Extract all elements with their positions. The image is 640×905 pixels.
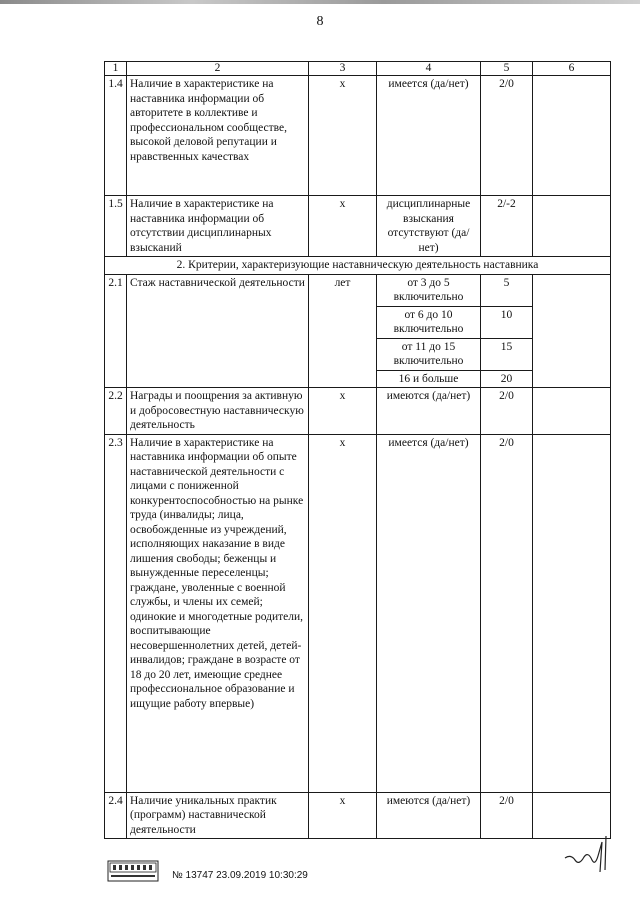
empty-cell bbox=[533, 388, 611, 435]
unit-cell: х bbox=[309, 76, 377, 196]
row-number: 2.3 bbox=[105, 434, 127, 792]
score-cell: 2/0 bbox=[481, 434, 533, 792]
table-row bbox=[105, 388, 611, 435]
value-cell: имеются (да/нет) bbox=[377, 388, 481, 435]
registration-stamp-icon bbox=[107, 860, 159, 882]
row-number: 1.5 bbox=[105, 196, 127, 257]
header-cell: 1 bbox=[105, 62, 127, 76]
header-cell: 5 bbox=[481, 62, 533, 76]
unit-cell: х bbox=[309, 434, 377, 792]
empty-cell bbox=[533, 76, 611, 196]
table-row bbox=[105, 196, 611, 257]
range-cell: от 6 до 10 включительно bbox=[377, 306, 481, 338]
row-number: 2.4 bbox=[105, 792, 127, 839]
score-cell: 10 bbox=[481, 306, 533, 338]
criterion-text: Наличие уникальных практик (программ) наставнической деятельности bbox=[127, 792, 309, 839]
value-cell: дисциплинарные взыскания отсутствуют (да/нет) bbox=[377, 196, 481, 257]
table-header-row bbox=[105, 62, 611, 76]
criterion-text: Награды и поощрения за активную и добросовестную наставническую деятельность bbox=[127, 388, 309, 435]
signature-icon bbox=[560, 828, 620, 878]
unit-cell: х bbox=[309, 388, 377, 435]
range-cell: 16 и больше bbox=[377, 370, 481, 388]
empty-cell bbox=[533, 196, 611, 257]
range-cell: от 11 до 15 включительно bbox=[377, 338, 481, 370]
table-row bbox=[105, 792, 611, 839]
score-cell: 2/0 bbox=[481, 792, 533, 839]
criterion-text: Наличие в характеристике на наставника информации об опыте наставнической деятельности с лицами с пониженной конкурентоспособностью на рынке труда (инвалиды; лица, освобожденные из учреждений, исполняющих наказание в виде лишения свободы; беженцы и вынужденные переселенцы; граждане, уволенные с военной службы, и члены их семей; одинокие и многодетные родители, воспитывающие несовершеннолетних детей, детей-инвалидов; граждане в возрасте от 18 до 20 лет, имеющие среднее профессиональное образование и ищущие работу впервые) bbox=[127, 434, 309, 792]
section-title: 2. Критерии, характеризующие наставническую деятельность наставника bbox=[105, 257, 611, 275]
score-cell: 2/0 bbox=[481, 76, 533, 196]
criteria-table bbox=[104, 61, 611, 839]
unit-cell: лет bbox=[309, 274, 377, 388]
criterion-text: Наличие в характеристике на наставника информации об авторитете в коллективе и профессиональном сообществе, высокой деловой репутации и нравственных качествах bbox=[127, 76, 309, 196]
scan-top-edge bbox=[0, 0, 640, 4]
row-number: 2.1 bbox=[105, 274, 127, 388]
criterion-text: Наличие в характеристике на наставника информации об отсутствии дисциплинарных взысканий bbox=[127, 196, 309, 257]
score-cell: 2/0 bbox=[481, 388, 533, 435]
score-cell: 2/-2 bbox=[481, 196, 533, 257]
section-row bbox=[105, 257, 611, 275]
empty-cell bbox=[533, 434, 611, 792]
criterion-text: Стаж наставнической деятельности bbox=[127, 274, 309, 388]
range-cell: от 3 до 5 включительно bbox=[377, 274, 481, 306]
value-cell: имеются (да/нет) bbox=[377, 792, 481, 839]
row-number: 2.2 bbox=[105, 388, 127, 435]
row-number: 1.4 bbox=[105, 76, 127, 196]
empty-cell bbox=[533, 274, 611, 388]
table-row bbox=[105, 274, 611, 306]
header-cell: 3 bbox=[309, 62, 377, 76]
header-cell: 6 bbox=[533, 62, 611, 76]
value-cell: имеется (да/нет) bbox=[377, 76, 481, 196]
score-cell: 20 bbox=[481, 370, 533, 388]
table-row bbox=[105, 76, 611, 196]
score-cell: 15 bbox=[481, 338, 533, 370]
unit-cell: х bbox=[309, 196, 377, 257]
value-cell: имеется (да/нет) bbox=[377, 434, 481, 792]
page-number: 8 bbox=[316, 14, 324, 29]
header-cell: 4 bbox=[377, 62, 481, 76]
score-cell: 5 bbox=[481, 274, 533, 306]
table-row bbox=[105, 434, 611, 792]
unit-cell: х bbox=[309, 792, 377, 839]
header-cell: 2 bbox=[127, 62, 309, 76]
document-registration-number: № 13747 23.09.2019 10:30:29 bbox=[172, 870, 308, 881]
footer bbox=[0, 858, 640, 888]
